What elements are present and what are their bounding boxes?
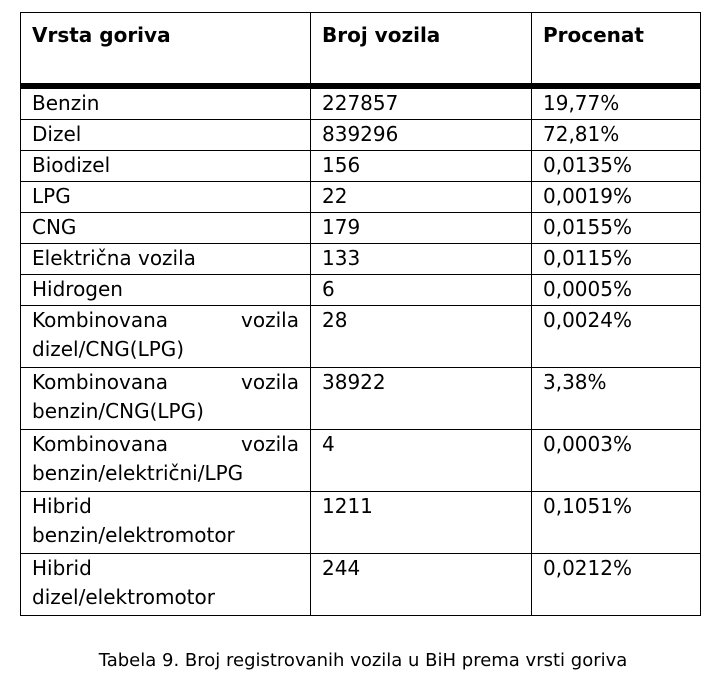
header-percentage: Procenat: [532, 13, 701, 87]
fuel-type-cell: [21, 430, 311, 492]
fuel-type-line2: dizel/CNG(LPG): [32, 337, 185, 361]
header-vehicle-count: Broj vozila: [311, 13, 532, 87]
fuel-type-line2: benzin/elektromotor: [32, 523, 235, 547]
vehicle-count-cell: 4: [311, 430, 532, 492]
vehicle-count-cell: 38922: [311, 368, 532, 430]
vehicle-count-cell: 244: [311, 554, 532, 616]
fuel-type-line2: benzin/električni/LPG: [32, 461, 244, 485]
vehicle-count-cell: 839296: [311, 120, 532, 151]
table-header-row: [21, 13, 701, 87]
header-fuel-type: Vrsta goriva: [21, 13, 311, 87]
table-row: [21, 120, 701, 151]
fuel-type-line1: Kombinovana vozila: [32, 370, 299, 394]
table-row: [21, 86, 701, 120]
fuel-type-line1: Hibrid: [32, 494, 92, 518]
vehicle-count-cell: 179: [311, 213, 532, 244]
fuel-type-cell: [21, 492, 311, 554]
percentage-cell: 0,0115%: [532, 244, 701, 275]
percentage-cell: 0,0024%: [532, 306, 701, 368]
vehicle-count-cell: 227857: [311, 86, 532, 120]
percentage-cell: 0,0005%: [532, 275, 701, 306]
vehicle-count-cell: 6: [311, 275, 532, 306]
vehicle-count-cell: 156: [311, 151, 532, 182]
vehicle-count-cell: 28: [311, 306, 532, 368]
fuel-type-cell: [21, 368, 311, 430]
fuel-type-cell: Dizel: [21, 120, 311, 151]
fuel-type-cell: [21, 306, 311, 368]
percentage-cell: 72,81%: [532, 120, 701, 151]
fuel-type-cell: LPG: [21, 182, 311, 213]
fuel-type-line2: benzin/CNG(LPG): [32, 399, 204, 423]
percentage-cell: 19,77%: [532, 86, 701, 120]
percentage-cell: 0,0003%: [532, 430, 701, 492]
fuel-type-line1: Kombinovana vozila: [32, 308, 299, 332]
table-caption: Tabela 9. Broj registrovanih vozila u BiH prema vrsti goriva: [98, 650, 628, 671]
fuel-type-cell: CNG: [21, 213, 311, 244]
table-row: [21, 492, 701, 554]
table-row: [21, 430, 701, 492]
fuel-type-line1: Kombinovana vozila: [32, 432, 299, 456]
fuel-type-line2: dizel/elektromotor: [32, 585, 215, 609]
vehicle-count-cell: 22: [311, 182, 532, 213]
percentage-cell: 0,1051%: [532, 492, 701, 554]
table-row: [21, 151, 701, 182]
fuel-type-cell: Biodizel: [21, 151, 311, 182]
table-row: [21, 554, 701, 616]
fuel-type-cell: Električna vozila: [21, 244, 311, 275]
fuel-type-cell: [21, 554, 311, 616]
table-row: [21, 182, 701, 213]
table-row: [21, 213, 701, 244]
table-row: [21, 368, 701, 430]
fuel-type-table: [20, 12, 701, 616]
fuel-type-cell: Hidrogen: [21, 275, 311, 306]
fuel-type-cell: Benzin: [21, 86, 311, 120]
percentage-cell: 0,0135%: [532, 151, 701, 182]
vehicle-count-cell: 133: [311, 244, 532, 275]
percentage-cell: 0,0212%: [532, 554, 701, 616]
table-row: [21, 306, 701, 368]
percentage-cell: 0,0155%: [532, 213, 701, 244]
percentage-cell: 0,0019%: [532, 182, 701, 213]
table-row: [21, 244, 701, 275]
table-row: [21, 275, 701, 306]
percentage-cell: 3,38%: [532, 368, 701, 430]
vehicle-count-cell: 1211: [311, 492, 532, 554]
fuel-type-line1: Hibrid: [32, 556, 92, 580]
